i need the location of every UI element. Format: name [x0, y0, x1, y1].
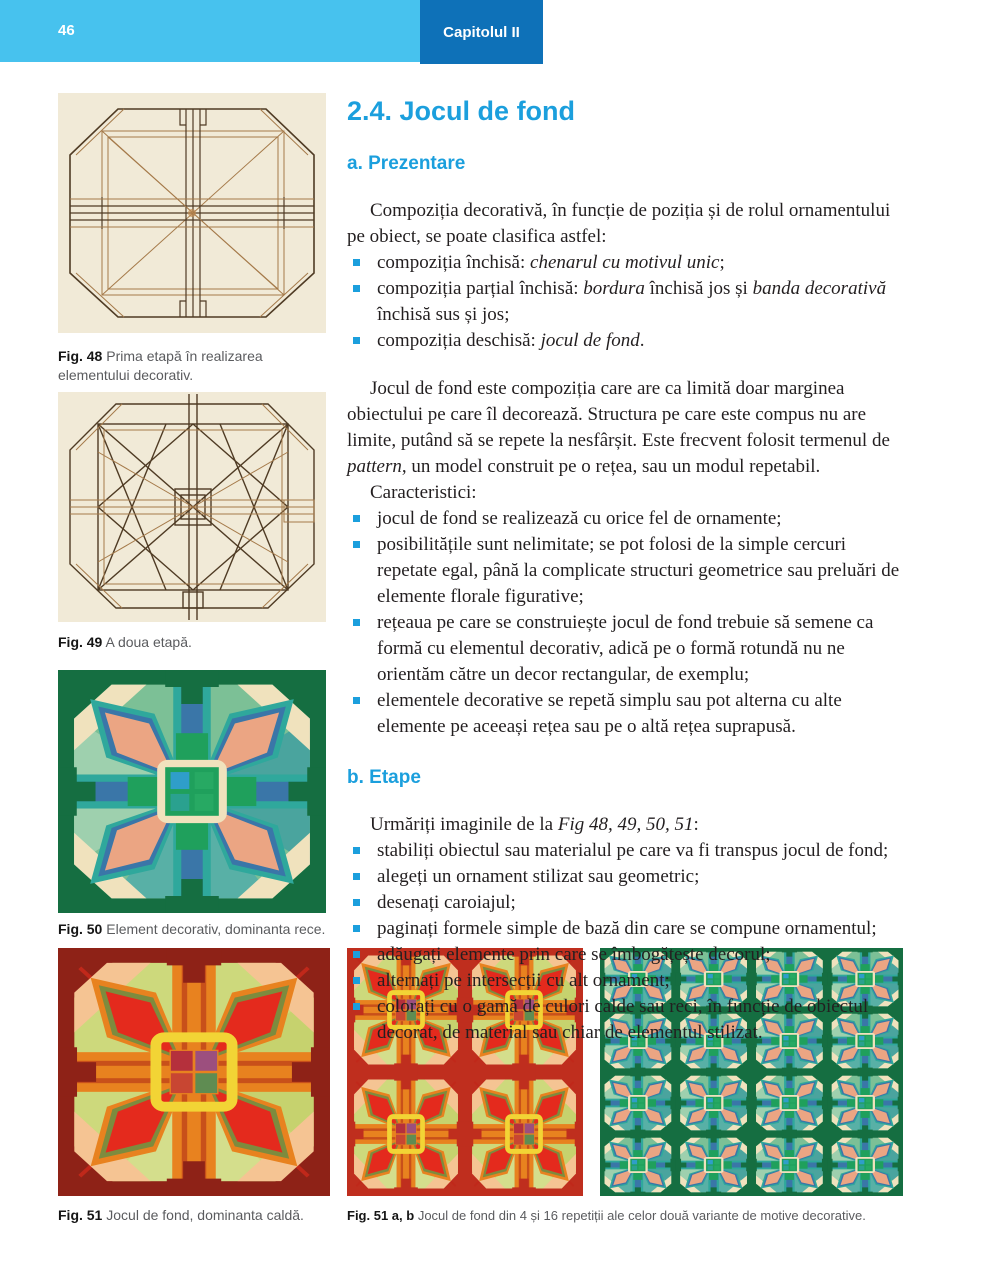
etape-steps-list	[347, 838, 905, 1046]
figure-48-label: Fig. 48	[58, 348, 103, 364]
bullet-square-icon	[353, 899, 360, 906]
figure-48-text: Prima etapă în realizarea elementului decorativ.	[58, 348, 263, 383]
subheading-etape: b. Etape	[347, 767, 421, 788]
bullet-square-icon	[353, 515, 360, 522]
figure-50-label: Fig. 50	[58, 921, 103, 937]
header-section-name: Compoziția	[899, 22, 980, 39]
bullet-square-icon	[353, 925, 360, 932]
list-item: adăugați elemente prin care se îmbogățește decorul;	[347, 942, 905, 968]
bullet-square-icon	[353, 285, 360, 292]
figure-50-text: Element decorativ, dominanta rece.	[106, 921, 326, 937]
page-number: 46	[58, 22, 75, 39]
bullet-square-icon	[353, 873, 360, 880]
list-item: rețeaua pe care se construiește jocul de fond trebuie să semene ca formă cu elementul decorativ, adică pe o formă rotundă nu ne orientăm către un decor rectangular, de exemplu;	[347, 610, 905, 688]
prezentare-intro: Compoziția decorativă, în funcție de poziția și de rolul ornamentului pe obiect, se poate clasifica astfel:	[347, 200, 891, 247]
jocul-de-fond-paragraph: Jocul de fond este compoziția care are ca limită doar marginea obiectului pe care îl decorează. Structura pe care este compus nu are limite, putând să se repete la nesfârșit. Este frecvent folosit termenul de pattern, un model construit pe o rețea, sau un modul repetabil.	[347, 378, 890, 477]
etape-intro: Urmăriți imaginile de la Fig 48, 49, 50, 51:	[370, 814, 699, 835]
bullet-square-icon	[353, 1003, 360, 1010]
figure-50-caption	[58, 920, 330, 939]
figure-49-label: Fig. 49	[58, 634, 103, 650]
list-item: stabiliți obiectul sau materialul pe care va fi transpus jocul de fond;	[347, 838, 905, 864]
figure-51ab-text: Jocul de fond din 4 și 16 repetiții ale celor două variante de motive decorative.	[417, 1208, 866, 1223]
list-item: desenați caroiajul;	[347, 890, 905, 916]
classification-list	[347, 250, 905, 354]
figure-48-sketch	[58, 93, 326, 333]
figure-51-label: Fig. 51	[58, 1207, 103, 1223]
figure-48-caption	[58, 347, 330, 385]
figure-50-cool-motif	[58, 670, 326, 913]
bullet-square-icon	[353, 951, 360, 958]
bullet-square-icon	[353, 619, 360, 626]
list-item: elementele decorative se repetă simplu sau pot alterna cu alte elemente pe aceeași rețea sau pe o altă rețea suprapusă.	[347, 688, 905, 740]
list-item: alegeți un ornament stilizat sau geometric;	[347, 864, 905, 890]
list-item: colorați cu o gamă de culori calde sau reci, în funcție de obiectul decorat, de material sau chiar de elementul stilizat.	[347, 994, 905, 1046]
subheading-prezentare: a. Prezentare	[347, 153, 466, 174]
figure-51-warm-motif	[58, 948, 330, 1196]
main-text-column	[347, 90, 905, 1046]
caracteristici-label: Caracteristici:	[370, 482, 477, 503]
figure-51-text: Jocul de fond, dominanta caldă.	[106, 1207, 304, 1223]
list-item: jocul de fond se realizează cu orice fel de ornamente;	[347, 506, 905, 532]
bullet-square-icon	[353, 337, 360, 344]
chapter-tab: Capitolul II	[420, 0, 543, 64]
list-item: compoziția parțial închisă: bordura închisă jos și banda decorativă închisă sus și jos;	[347, 276, 905, 328]
bullet-square-icon	[353, 977, 360, 984]
figure-51ab-caption	[347, 1206, 866, 1225]
caracteristici-list	[347, 506, 905, 740]
list-item: alternați pe intersecții cu alt ornament;	[347, 968, 905, 994]
figure-49-text: A doua etapă.	[105, 634, 192, 650]
section-title: 2.4. Jocul de fond	[347, 96, 576, 126]
figure-51-caption	[58, 1206, 338, 1225]
list-item: posibilitățile sunt nelimitate; se pot folosi de la simple cercuri repetate egal, până la complicate structuri geometrice sau preluări de elemente florale figurative;	[347, 532, 905, 610]
list-item: compoziția deschisă: jocul de fond.	[347, 328, 905, 354]
list-item: paginați formele simple de bază din care se compune ornamentul;	[347, 916, 905, 942]
figure-51ab-label: Fig. 51 a, b	[347, 1208, 415, 1223]
bullet-square-icon	[353, 541, 360, 548]
bullet-square-icon	[353, 847, 360, 854]
figure-49-caption	[58, 633, 330, 652]
figure-49-sketch	[58, 392, 326, 622]
bullet-square-icon	[353, 697, 360, 704]
list-item: compoziția închisă: chenarul cu motivul unic;	[347, 250, 905, 276]
bullet-square-icon	[353, 259, 360, 266]
